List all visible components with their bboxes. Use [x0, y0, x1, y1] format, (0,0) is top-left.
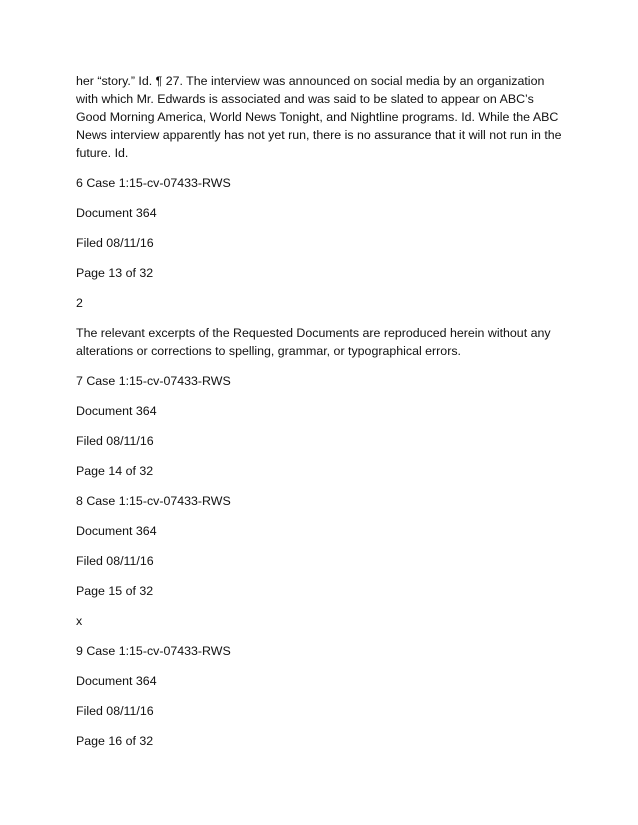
- paragraph-story-interview: her “story.” Id. ¶ 27. The interview was announced on social media by an organization with which Mr. Edwards is associated and was said to be slated to appear on ABC’s Good Morning America, World News Tonight, and Nightline programs. Id. While the ABC News interview apparently has not yet run, there is no assurance that it will not run in the future. Id.: [76, 74, 562, 160]
- document-number: Document 364: [76, 524, 157, 538]
- document-number: Document 364: [76, 404, 157, 418]
- page-number: Page 16 of 32: [76, 734, 154, 748]
- stray-marker: x: [76, 614, 83, 628]
- filed-date: Filed 08/11/16: [76, 236, 154, 250]
- case-header-6: 6 Case 1:15-cv-07433-RWS: [76, 176, 231, 190]
- case-header-8: 8 Case 1:15-cv-07433-RWS: [76, 494, 231, 508]
- page-number: Page 14 of 32: [76, 464, 154, 478]
- filed-date: Filed 08/11/16: [76, 554, 154, 568]
- document-number: Document 364: [76, 674, 157, 688]
- case-header-7: 7 Case 1:15-cv-07433-RWS: [76, 374, 231, 388]
- filed-date: Filed 08/11/16: [76, 434, 154, 448]
- footnote-marker: 2: [76, 296, 83, 310]
- case-header-9: 9 Case 1:15-cv-07433-RWS: [76, 644, 231, 658]
- filed-date: Filed 08/11/16: [76, 704, 154, 718]
- document-body: [76, 72, 566, 762]
- page-number: Page 13 of 32: [76, 266, 154, 280]
- paragraph-relevant-excerpts: The relevant excerpts of the Requested Documents are reproduced herein without any alterations or corrections to spelling, grammar, or typographical errors.: [76, 326, 551, 358]
- page-number: Page 15 of 32: [76, 584, 154, 598]
- document-number: Document 364: [76, 206, 157, 220]
